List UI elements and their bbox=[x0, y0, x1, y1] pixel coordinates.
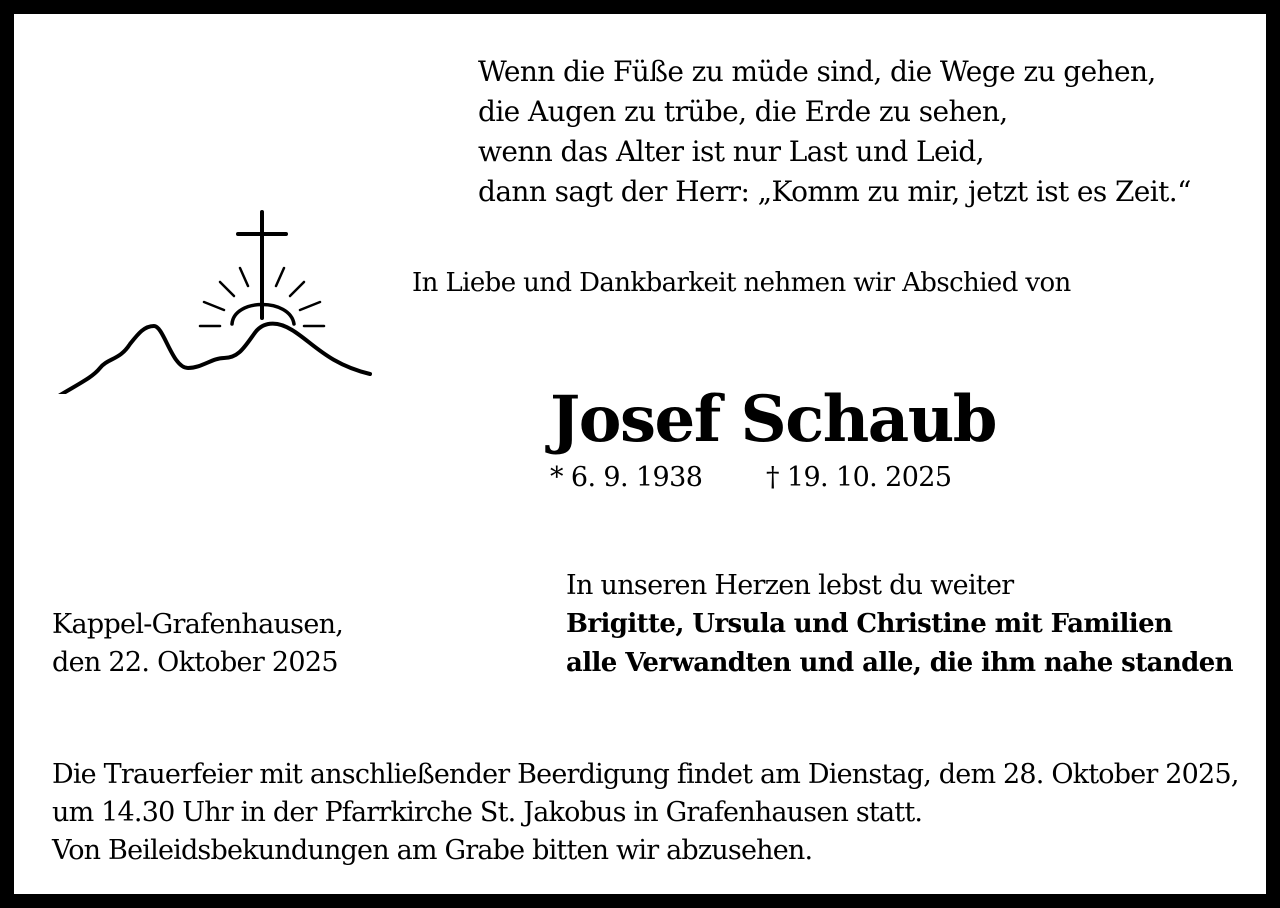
mourners-block bbox=[566, 566, 1233, 683]
mourners-family: Brigitte, Ursula und Christine mit Familien bbox=[566, 609, 1173, 639]
mourners-relatives: alle Verwandten und alle, die ihm nahe standen bbox=[566, 648, 1233, 678]
farewell-intro: In Liebe und Dankbarkeit nehmen wir Abschied von bbox=[412, 268, 1071, 298]
place-line: Kappel-Grafenhausen, bbox=[52, 609, 344, 640]
date-line: den 22. Oktober 2025 bbox=[52, 647, 338, 678]
death-date: † 19. 10. 2025 bbox=[766, 462, 952, 493]
mourners-intro: In unseren Herzen lebst du weiter bbox=[566, 570, 1014, 601]
service-line: Von Beileidsbekundungen am Grabe bitten wir abzusehen. bbox=[52, 835, 813, 866]
cross-sunrise-mountain-icon bbox=[48, 208, 378, 394]
place-and-date bbox=[52, 606, 343, 682]
poem bbox=[478, 52, 1191, 212]
poem-line: wenn das Alter ist nur Last und Leid, bbox=[478, 135, 984, 168]
deceased-name: Josef Schaub bbox=[550, 382, 996, 457]
service-line: Die Trauerfeier mit anschließender Beerdigung findet am Dienstag, dem 28. Oktober 2025, bbox=[52, 759, 1239, 790]
poem-line: dann sagt der Herr: „Komm zu mir, jetzt ist es Zeit.“ bbox=[478, 175, 1191, 208]
service-line: um 14.30 Uhr in der Pfarrkirche St. Jakobus in Grafenhausen statt. bbox=[52, 797, 923, 828]
birth-date: * 6. 9. 1938 bbox=[550, 462, 703, 493]
obituary-notice bbox=[14, 14, 1266, 894]
funeral-service-info bbox=[52, 756, 1239, 870]
poem-line: Wenn die Füße zu müde sind, die Wege zu gehen, bbox=[478, 55, 1156, 88]
poem-line: die Augen zu trübe, die Erde zu sehen, bbox=[478, 95, 1008, 128]
